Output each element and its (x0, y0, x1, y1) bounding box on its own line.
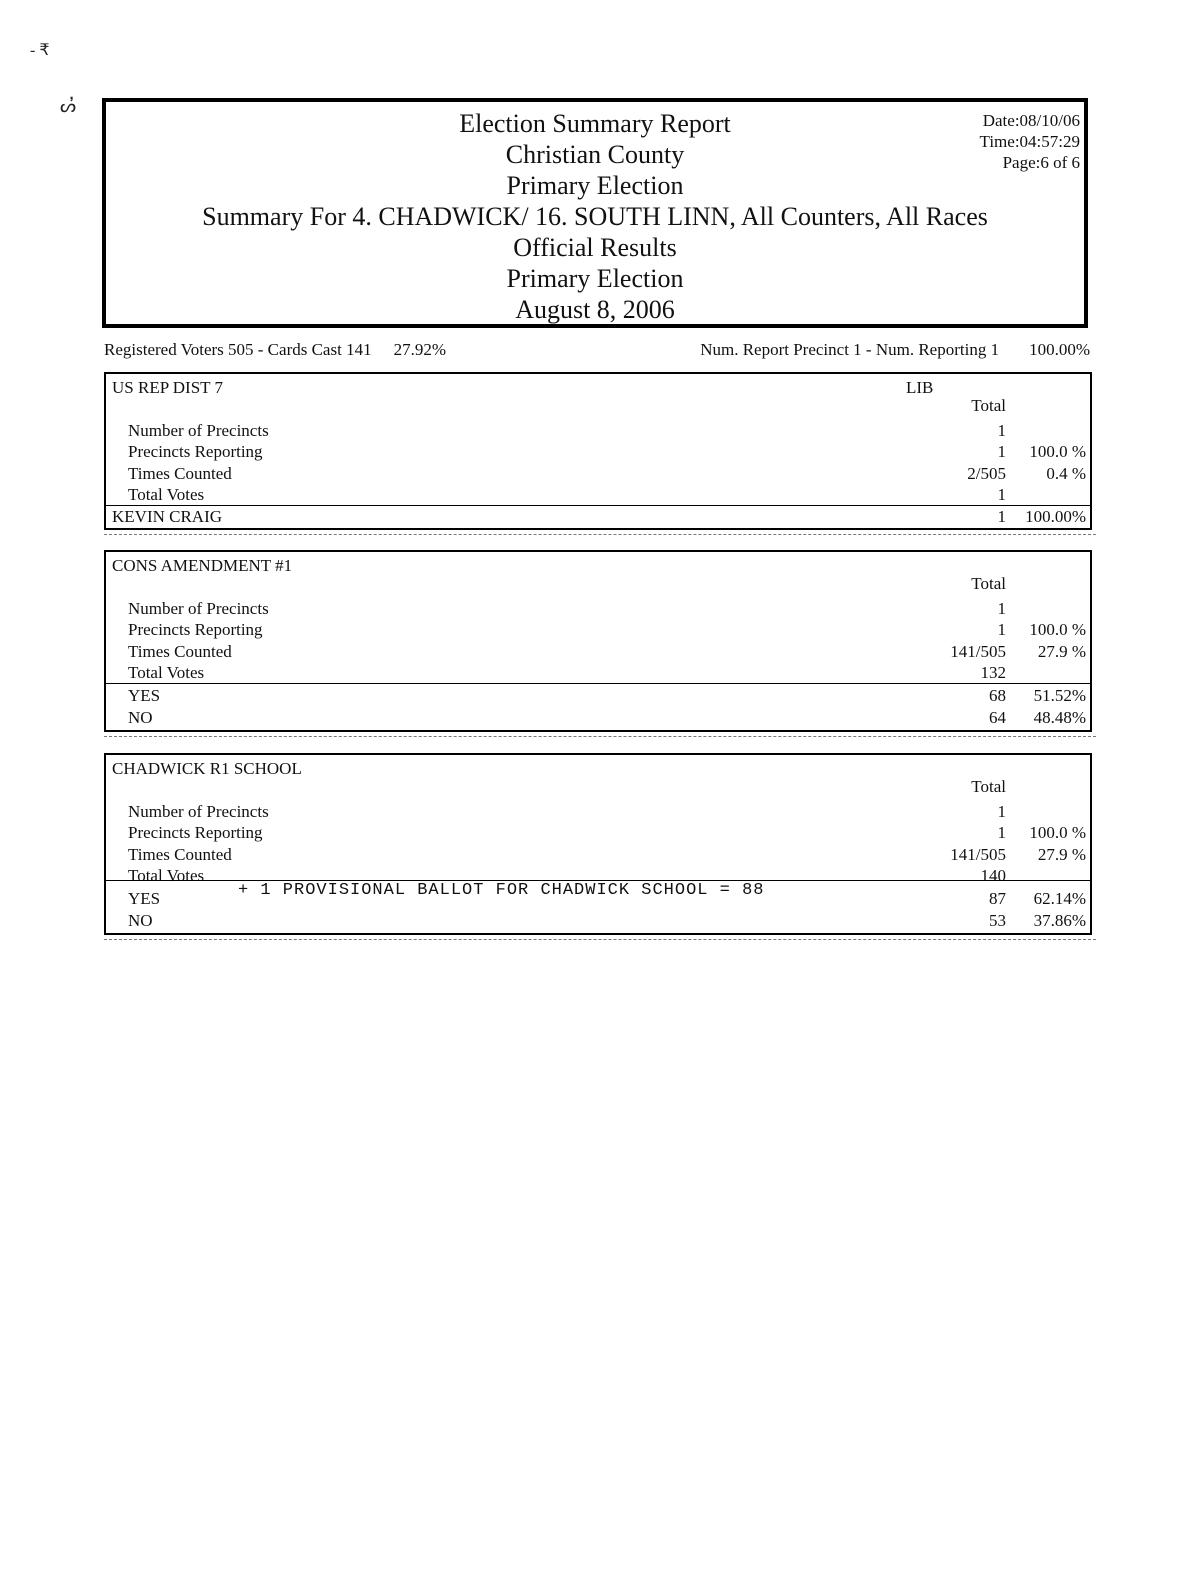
stat-percent: 100.0 % (1029, 442, 1086, 461)
candidate-row (128, 911, 1090, 933)
report-time: Time:04:57:29 (979, 132, 1080, 151)
stat-label: Precincts Reporting (128, 620, 263, 639)
race-title: CHADWICK R1 SCHOOL (112, 759, 302, 778)
precinct-reporting-text: Num. Report Precinct 1 - Num. Reporting 1 (700, 340, 1000, 359)
option-votes: 87 (989, 889, 1006, 908)
stat-value: 140 (980, 866, 1006, 885)
report-header (102, 98, 1088, 328)
total-column-header: Total (971, 777, 1006, 796)
stat-value: 1 (997, 599, 1006, 618)
total-column-header: Total (971, 396, 1006, 415)
stat-value: 1 (997, 421, 1006, 440)
stat-label: Precincts Reporting (128, 823, 263, 842)
report-date: Date:08/10/06 (982, 111, 1080, 130)
stat-row (128, 599, 1090, 621)
stat-label: Times Counted (128, 642, 232, 661)
option-label: NO (128, 708, 153, 727)
candidate-votes: 1 (997, 507, 1006, 526)
option-percent: 51.52% (1033, 686, 1086, 705)
total-column-header: Total (971, 574, 1006, 593)
stat-row (128, 485, 1090, 507)
stat-row (128, 421, 1090, 443)
stat-label: Times Counted (128, 845, 232, 864)
turnout-summary (104, 340, 1090, 360)
registered-voters-text: Registered Voters 505 - Cards Cast 141 (104, 340, 372, 359)
precinct-reporting-summary (700, 340, 1090, 360)
stat-value: 141/505 (950, 845, 1006, 864)
stat-percent: 27.9 % (1037, 642, 1086, 661)
option-votes: 68 (989, 686, 1006, 705)
party-label: LIB (906, 378, 934, 397)
scan-artifact-mark: ᔕ̓ (60, 96, 77, 116)
stat-row (128, 663, 1090, 685)
stat-label: Total Votes (128, 485, 205, 504)
reporting-percent: 100.00% (1029, 340, 1090, 359)
option-percent: 37.86% (1033, 911, 1086, 930)
race-chadwick-r1-school (104, 753, 1092, 935)
option-label: YES (128, 889, 161, 908)
stat-label: Number of Precincts (128, 421, 269, 440)
stat-value: 1 (997, 802, 1006, 821)
registered-voters-summary (104, 340, 446, 360)
stat-value: 132 (980, 663, 1006, 682)
scan-artifact-mark: - ₹ (30, 42, 50, 59)
race-title: CONS AMENDMENT #1 (112, 556, 293, 575)
option-percent: 48.48% (1033, 708, 1086, 727)
stat-label: Precincts Reporting (128, 442, 263, 461)
candidate-name: KEVIN CRAIG (112, 507, 223, 526)
race-us-rep-dist-7 (104, 372, 1092, 530)
stat-label: Total Votes (128, 663, 205, 682)
summary-scope: Summary For 4. CHADWICK/ 16. SOUTH LINN, All Counters, All Races (202, 202, 988, 231)
stat-value: 1 (997, 485, 1006, 504)
option-votes: 53 (989, 911, 1006, 930)
results-status: Official Results (513, 233, 677, 262)
stat-percent: 0.4 % (1046, 464, 1086, 483)
stat-row (128, 620, 1090, 642)
candidate-row (128, 881, 1090, 911)
divider (106, 683, 1090, 684)
stat-row (128, 823, 1090, 845)
race-cons-amendment-1 (104, 550, 1092, 732)
stat-label: Total Votes (128, 866, 205, 885)
stat-row (128, 642, 1090, 664)
candidate-percent: 100.00% (1025, 507, 1086, 526)
candidate-row (112, 507, 1090, 529)
turnout-percent: 27.92% (393, 340, 446, 359)
option-percent: 62.14% (1033, 889, 1086, 908)
candidate-row (128, 708, 1090, 730)
provisional-ballot-note: + 1 PROVISIONAL BALLOT FOR CHADWICK SCHOOL = 88 (238, 881, 765, 900)
stat-row (128, 802, 1090, 824)
option-label: YES (128, 686, 161, 705)
stat-row (128, 442, 1090, 464)
stat-value: 1 (997, 620, 1006, 639)
stat-value: 1 (997, 442, 1006, 461)
stat-value: 141/505 (950, 642, 1006, 661)
option-votes: 64 (989, 708, 1006, 727)
stat-percent: 100.0 % (1029, 823, 1086, 842)
county-name: Christian County (505, 140, 685, 169)
stat-percent: 100.0 % (1029, 620, 1086, 639)
stat-value: 1 (997, 823, 1006, 842)
race-title: US REP DIST 7 (112, 378, 223, 397)
candidate-row (128, 686, 1090, 708)
election-type: Primary Election (506, 171, 684, 200)
stat-row (128, 845, 1090, 867)
election-type-repeat: Primary Election (506, 264, 684, 293)
stat-row (128, 464, 1090, 486)
report-title-block (106, 108, 1084, 325)
report-page: Page:6 of 6 (1002, 153, 1080, 172)
stat-value: 2/505 (967, 464, 1006, 483)
stat-label: Number of Precincts (128, 599, 269, 618)
stat-label: Number of Precincts (128, 802, 269, 821)
option-label: NO (128, 911, 153, 930)
stat-label: Times Counted (128, 464, 232, 483)
report-title: Election Summary Report (459, 109, 731, 138)
divider (106, 505, 1090, 506)
election-date: August 8, 2006 (515, 295, 675, 324)
stat-percent: 27.9 % (1037, 845, 1086, 864)
